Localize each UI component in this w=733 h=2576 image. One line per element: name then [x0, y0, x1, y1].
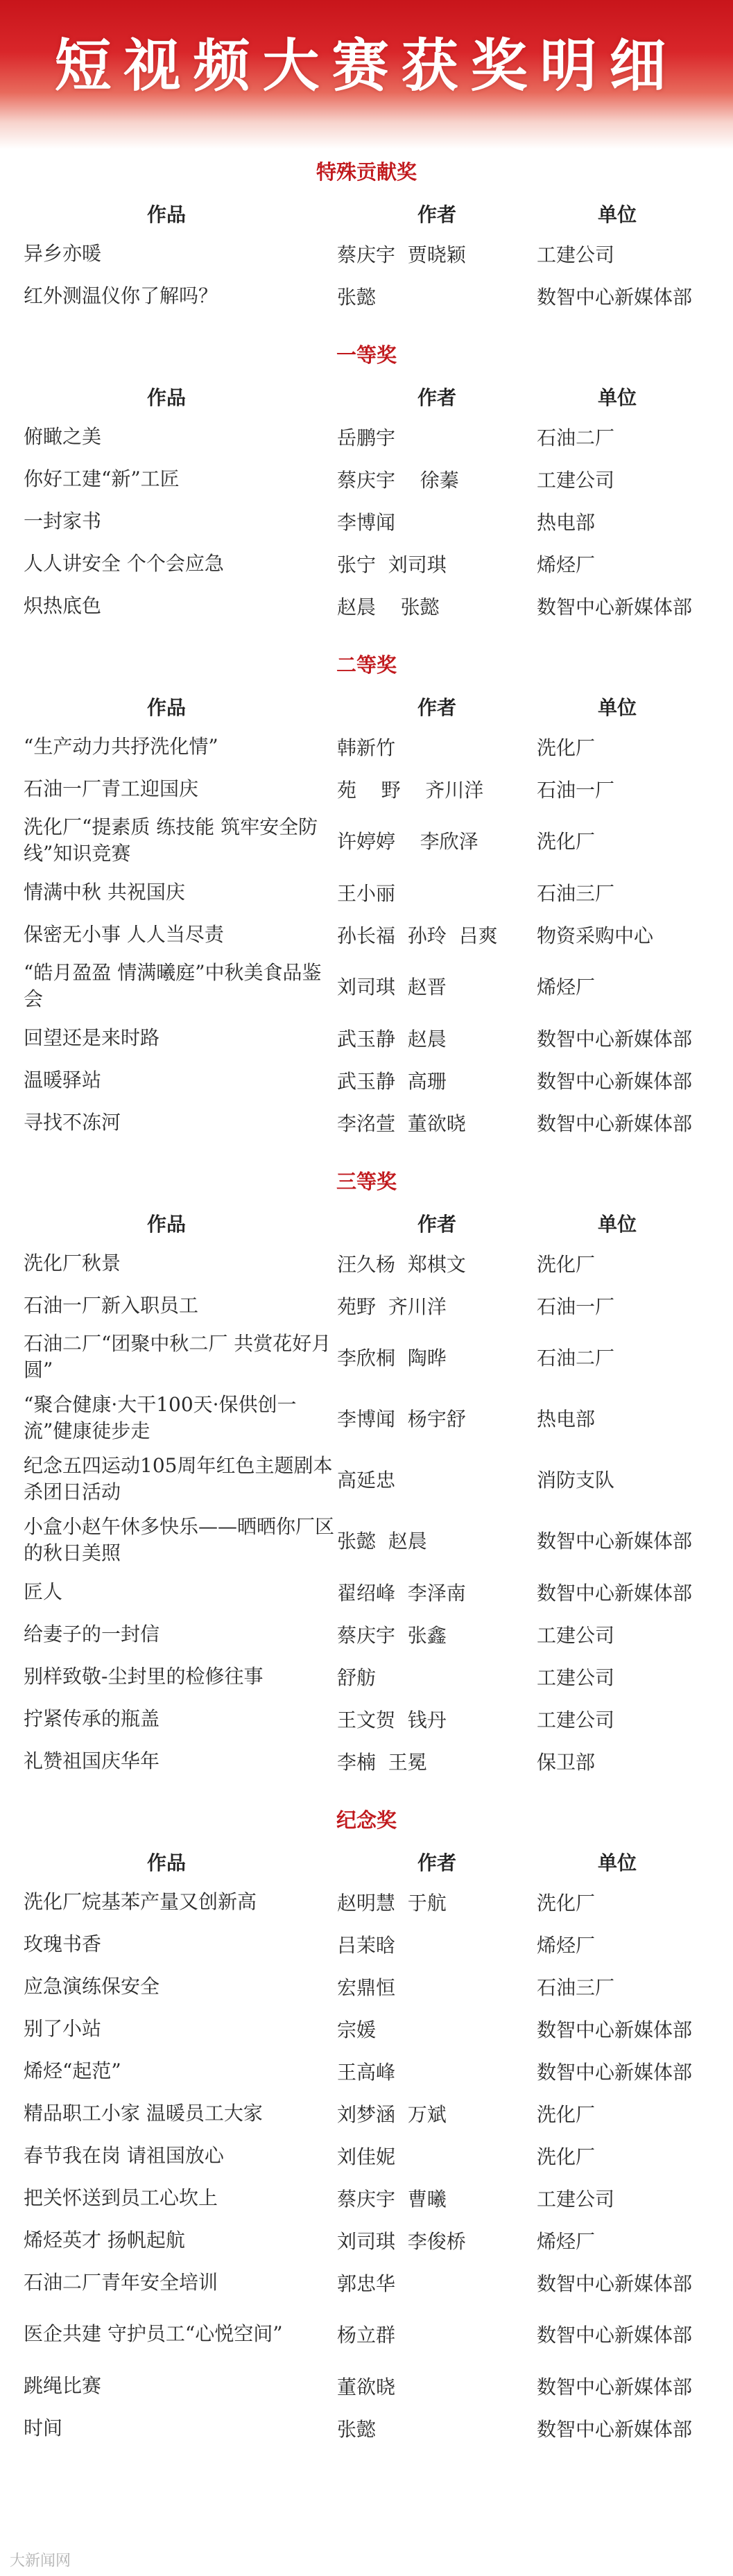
work-title: 跳绳比赛 — [24, 2374, 102, 2397]
author-names: 武玉静 高珊 — [337, 1069, 447, 1093]
section-title: 三等奖 — [336, 1170, 397, 1193]
unit-name: 洗化厂 — [537, 2102, 596, 2126]
unit-name: 烯烃厂 — [537, 553, 596, 576]
award-row — [0, 1613, 733, 1655]
unit-name: 烯烃厂 — [537, 1933, 596, 1957]
work-title: 异乡亦暖 — [24, 241, 102, 265]
work-title: 温暖驿站 — [24, 1068, 102, 1091]
award-row — [0, 1655, 733, 1697]
unit-name: 数智中心新媒体部 — [537, 1530, 693, 1553]
unit-name: 石油三厂 — [537, 1976, 615, 1999]
award-row — [0, 1510, 733, 1571]
award-row — [0, 232, 733, 275]
award-row — [0, 1697, 733, 1740]
section-spacer — [0, 1782, 733, 1797]
award-section — [0, 1159, 733, 1797]
award-row — [0, 1242, 733, 1284]
author-names: 李楠 王冕 — [337, 1750, 427, 1774]
work-title: 洗化厂烷基苯产量又创新高 — [24, 1890, 257, 1913]
unit-name: 物资采购中心 — [537, 924, 654, 947]
award-row — [0, 1017, 733, 1059]
section-title: 纪念奖 — [336, 1808, 397, 1832]
work-title: 一封家书 — [24, 509, 102, 533]
author-names: 蔡庆宇 张鑫 — [337, 1623, 447, 1647]
work-title: 医企共建 守护员工“心悦空间” — [24, 2322, 283, 2345]
unit-name: 洗化厂 — [537, 736, 596, 759]
award-row — [0, 500, 733, 542]
award-section — [0, 149, 733, 332]
unit-name: 石油一厂 — [537, 1295, 615, 1318]
award-row — [0, 2092, 733, 2134]
author-names: 李博闻 — [337, 510, 396, 534]
unit-name: 消防支队 — [537, 1469, 615, 1492]
unit-name: 保卫部 — [537, 1750, 596, 1774]
author-names: 翟绍峰 李泽南 — [337, 1581, 466, 1605]
work-title: 保密无小事 人人当尽责 — [24, 922, 224, 946]
award-row — [0, 725, 733, 768]
work-title: 烯烃“起范” — [24, 2059, 121, 2082]
award-row — [0, 1571, 733, 1613]
award-row — [0, 2303, 733, 2365]
work-title: 情满中秋 共祝国庆 — [24, 880, 185, 904]
unit-name: 石油二厂 — [537, 426, 615, 449]
unit-name: 石油二厂 — [537, 1347, 615, 1369]
unit-name: 数智中心新媒体部 — [537, 1069, 693, 1093]
section-spacer — [0, 2449, 733, 2464]
award-row — [0, 1326, 733, 1388]
author-names: 汪久杨 郑棋文 — [337, 1252, 466, 1276]
author-names: 杨立群 — [337, 2324, 396, 2346]
work-title: 小盒小赵午休多快乐——晒晒你厂区的秋日美照 — [24, 1515, 335, 1564]
work-title: “皓月盈盈 情满曦庭”中秋美食品鉴会 — [24, 961, 322, 1010]
award-row — [0, 1740, 733, 1782]
award-row — [0, 2407, 733, 2449]
column-header-author: 作者 — [417, 1851, 456, 1874]
author-names: 董欲晓 — [337, 2375, 396, 2398]
unit-name: 数智中心新媒体部 — [537, 2018, 693, 2041]
work-title: 石油一厂青工迎国庆 — [24, 777, 199, 800]
award-row — [0, 1059, 733, 1101]
section-spacer — [0, 627, 733, 642]
unit-name: 数智中心新媒体部 — [537, 2324, 693, 2346]
award-row — [0, 2050, 733, 2092]
author-names: 舒舫 — [337, 1666, 377, 1689]
award-row — [0, 810, 733, 871]
section-spacer — [0, 317, 733, 332]
unit-name: 工建公司 — [537, 1623, 615, 1647]
author-names: 王文贺 钱丹 — [337, 1708, 447, 1731]
author-names: 韩新竹 — [337, 736, 396, 759]
author-names: 吕茉晗 — [337, 1933, 396, 1957]
unit-name: 数智中心新媒体部 — [537, 2375, 693, 2398]
author-names: 刘司琪 赵晋 — [337, 976, 447, 999]
unit-name: 热电部 — [537, 1408, 596, 1430]
unit-name: 工建公司 — [537, 1666, 615, 1689]
unit-name: 数智中心新媒体部 — [537, 285, 693, 309]
work-title: 纪念五四运动105周年红色主题剧本杀团日活动 — [24, 1454, 333, 1503]
work-title: 精品职工小家 温暖员工大家 — [24, 2101, 263, 2125]
author-names: 刘梦涵 万斌 — [337, 2102, 447, 2126]
award-row — [0, 275, 733, 317]
author-names: 孙长福 孙玲 吕爽 — [337, 924, 498, 947]
award-row — [0, 871, 733, 913]
work-title: 玫瑰书香 — [24, 1932, 102, 1955]
unit-name: 热电部 — [537, 510, 596, 534]
award-section — [0, 642, 733, 1159]
author-names: 李博闻 杨宇舒 — [337, 1408, 466, 1430]
unit-name: 数智中心新媒体部 — [537, 2060, 693, 2084]
award-row — [0, 458, 733, 500]
column-header-work: 作品 — [146, 1213, 186, 1236]
column-header-row — [0, 1204, 733, 1242]
award-row — [0, 2177, 733, 2219]
award-row — [0, 1101, 733, 1143]
award-row — [0, 1388, 733, 1449]
work-title: 洗化厂“提素质 练技能 筑牢安全防线”知识竞赛 — [24, 815, 318, 865]
unit-name: 洗化厂 — [537, 2145, 596, 2168]
author-names: 张懿 赵晨 — [337, 1530, 427, 1553]
column-header-work: 作品 — [146, 696, 186, 719]
award-row — [0, 768, 733, 810]
award-row — [0, 1284, 733, 1326]
unit-name: 数智中心新媒体部 — [537, 2272, 693, 2295]
award-row — [0, 2007, 733, 2050]
column-header-author: 作者 — [417, 386, 456, 409]
author-names: 王小丽 — [337, 881, 396, 905]
column-header-unit: 单位 — [597, 1851, 637, 1874]
award-row — [0, 1965, 733, 2007]
author-names: 蔡庆宇 徐蓁 — [337, 468, 459, 492]
column-header-work: 作品 — [146, 1851, 186, 1874]
work-title: “聚合健康·大干100天·保供创一流”健康徒步走 — [24, 1393, 297, 1442]
award-row — [0, 1449, 733, 1510]
section-title: 二等奖 — [336, 653, 397, 677]
section-spacer — [0, 1143, 733, 1159]
award-row — [0, 542, 733, 585]
author-names: 许婷婷 李欣泽 — [337, 830, 478, 853]
award-section — [0, 1797, 733, 2464]
author-names: 张懿 — [337, 285, 377, 309]
column-header-author: 作者 — [417, 1213, 456, 1236]
unit-name: 数智中心新媒体部 — [537, 1027, 693, 1051]
watermark: 大新闻网 — [10, 2552, 71, 2570]
work-title: 别了小站 — [24, 2016, 102, 2040]
unit-name: 洗化厂 — [537, 1252, 596, 1276]
award-section — [0, 332, 733, 642]
author-names: 王高峰 — [337, 2060, 396, 2084]
unit-name: 数智中心新媒体部 — [537, 1581, 693, 1605]
work-title: 洗化厂秋景 — [24, 1251, 121, 1274]
work-title: 别样致敬-尘封里的检修往事 — [24, 1664, 264, 1688]
work-title: 把关怀送到员工心坎上 — [24, 2186, 218, 2209]
author-names: 张宁 刘司琪 — [337, 553, 447, 576]
work-title: 红外测温仪你了解吗？ — [24, 284, 218, 307]
unit-name: 数智中心新媒体部 — [537, 2417, 693, 2441]
work-title: 人人讲安全 个个会应急 — [24, 551, 224, 575]
work-title: 回望还是来时路 — [24, 1026, 160, 1049]
page-title: 短视频大赛获奖明细 — [54, 33, 679, 99]
author-names: 赵明慧 于航 — [337, 1891, 447, 1914]
author-names: 张懿 — [337, 2417, 377, 2441]
work-title: 石油一厂新入职员工 — [24, 1293, 199, 1317]
work-title: 俯瞰之美 — [24, 424, 102, 448]
unit-name: 工建公司 — [537, 1708, 615, 1731]
author-names: 高延忠 — [337, 1469, 396, 1492]
work-title: 应急演练保安全 — [24, 1974, 160, 1998]
work-title: 寻找不冻河 — [24, 1110, 121, 1134]
author-names: 苑野 齐川洋 — [337, 1295, 447, 1318]
author-names: 蔡庆宇 贾晓颖 — [337, 243, 466, 266]
unit-name: 洗化厂 — [537, 1891, 596, 1914]
page-header — [0, 0, 733, 149]
work-title: “生产动力共抒洗化情” — [24, 734, 218, 758]
unit-name: 石油一厂 — [537, 778, 615, 802]
award-row — [0, 2261, 733, 2303]
award-row — [0, 1923, 733, 1965]
column-header-author: 作者 — [417, 696, 456, 719]
author-names: 刘司琪 李俊桥 — [337, 2229, 466, 2253]
award-row — [0, 585, 733, 627]
award-row — [0, 2219, 733, 2261]
column-header-unit: 单位 — [597, 386, 637, 409]
column-header-row — [0, 688, 733, 725]
author-names: 武玉静 赵晨 — [337, 1027, 447, 1051]
unit-name: 工建公司 — [537, 243, 615, 266]
column-header-unit: 单位 — [597, 203, 637, 226]
author-names: 李欣桐 陶晔 — [337, 1347, 447, 1369]
work-title: 给妻子的一封信 — [24, 1622, 160, 1645]
work-title: 石油二厂“团聚中秋二厂 共赏花好月圆” — [24, 1332, 331, 1381]
author-names: 蔡庆宇 曹曦 — [337, 2187, 447, 2211]
author-names: 李洺萱 董欲晓 — [337, 1112, 466, 1135]
column-header-work: 作品 — [146, 203, 186, 226]
author-names: 苑 野 齐川洋 — [337, 778, 484, 802]
column-header-row — [0, 1843, 733, 1881]
author-names: 刘佳妮 — [337, 2145, 396, 2168]
unit-name: 数智中心新媒体部 — [537, 1112, 693, 1135]
work-title: 石油二厂青年安全培训 — [24, 2270, 218, 2294]
award-row — [0, 913, 733, 956]
work-title: 烯烃英才 扬帆起航 — [24, 2228, 185, 2251]
column-header-unit: 单位 — [597, 696, 637, 719]
author-names: 宏鼎恒 — [337, 1976, 396, 1999]
column-header-row — [0, 195, 733, 232]
unit-name: 烯烃厂 — [537, 2229, 596, 2253]
column-header-author: 作者 — [417, 203, 456, 226]
author-names: 郭忠华 — [337, 2272, 396, 2295]
work-title: 礼赞祖国庆华年 — [24, 1749, 160, 1772]
author-names: 岳鹏宇 — [337, 426, 396, 449]
unit-name: 烯烃厂 — [537, 976, 596, 999]
work-title: 你好工建“新”工匠 — [24, 467, 180, 490]
section-title: 特殊贡献奖 — [316, 160, 417, 184]
award-row — [0, 956, 733, 1017]
column-header-work: 作品 — [146, 386, 186, 409]
unit-name: 数智中心新媒体部 — [537, 595, 693, 619]
author-names: 赵晨 张懿 — [337, 595, 440, 619]
work-title: 拧紧传承的瓶盖 — [24, 1706, 160, 1730]
award-row — [0, 2365, 733, 2407]
unit-name: 工建公司 — [537, 468, 615, 492]
unit-name: 工建公司 — [537, 2187, 615, 2211]
work-title: 春节我在岗 请祖国放心 — [24, 2143, 224, 2167]
award-row — [0, 1881, 733, 1923]
section-title: 一等奖 — [336, 343, 397, 367]
work-title: 炽热底色 — [24, 594, 102, 617]
award-row — [0, 415, 733, 458]
work-title: 时间 — [24, 2416, 63, 2439]
column-header-row — [0, 378, 733, 415]
award-row — [0, 2134, 733, 2177]
award-list — [0, 149, 733, 2464]
author-names: 宗媛 — [337, 2018, 377, 2041]
column-header-unit: 单位 — [597, 1213, 637, 1236]
unit-name: 石油三厂 — [537, 881, 615, 905]
work-title: 匠人 — [24, 1580, 63, 1603]
unit-name: 洗化厂 — [537, 830, 596, 853]
